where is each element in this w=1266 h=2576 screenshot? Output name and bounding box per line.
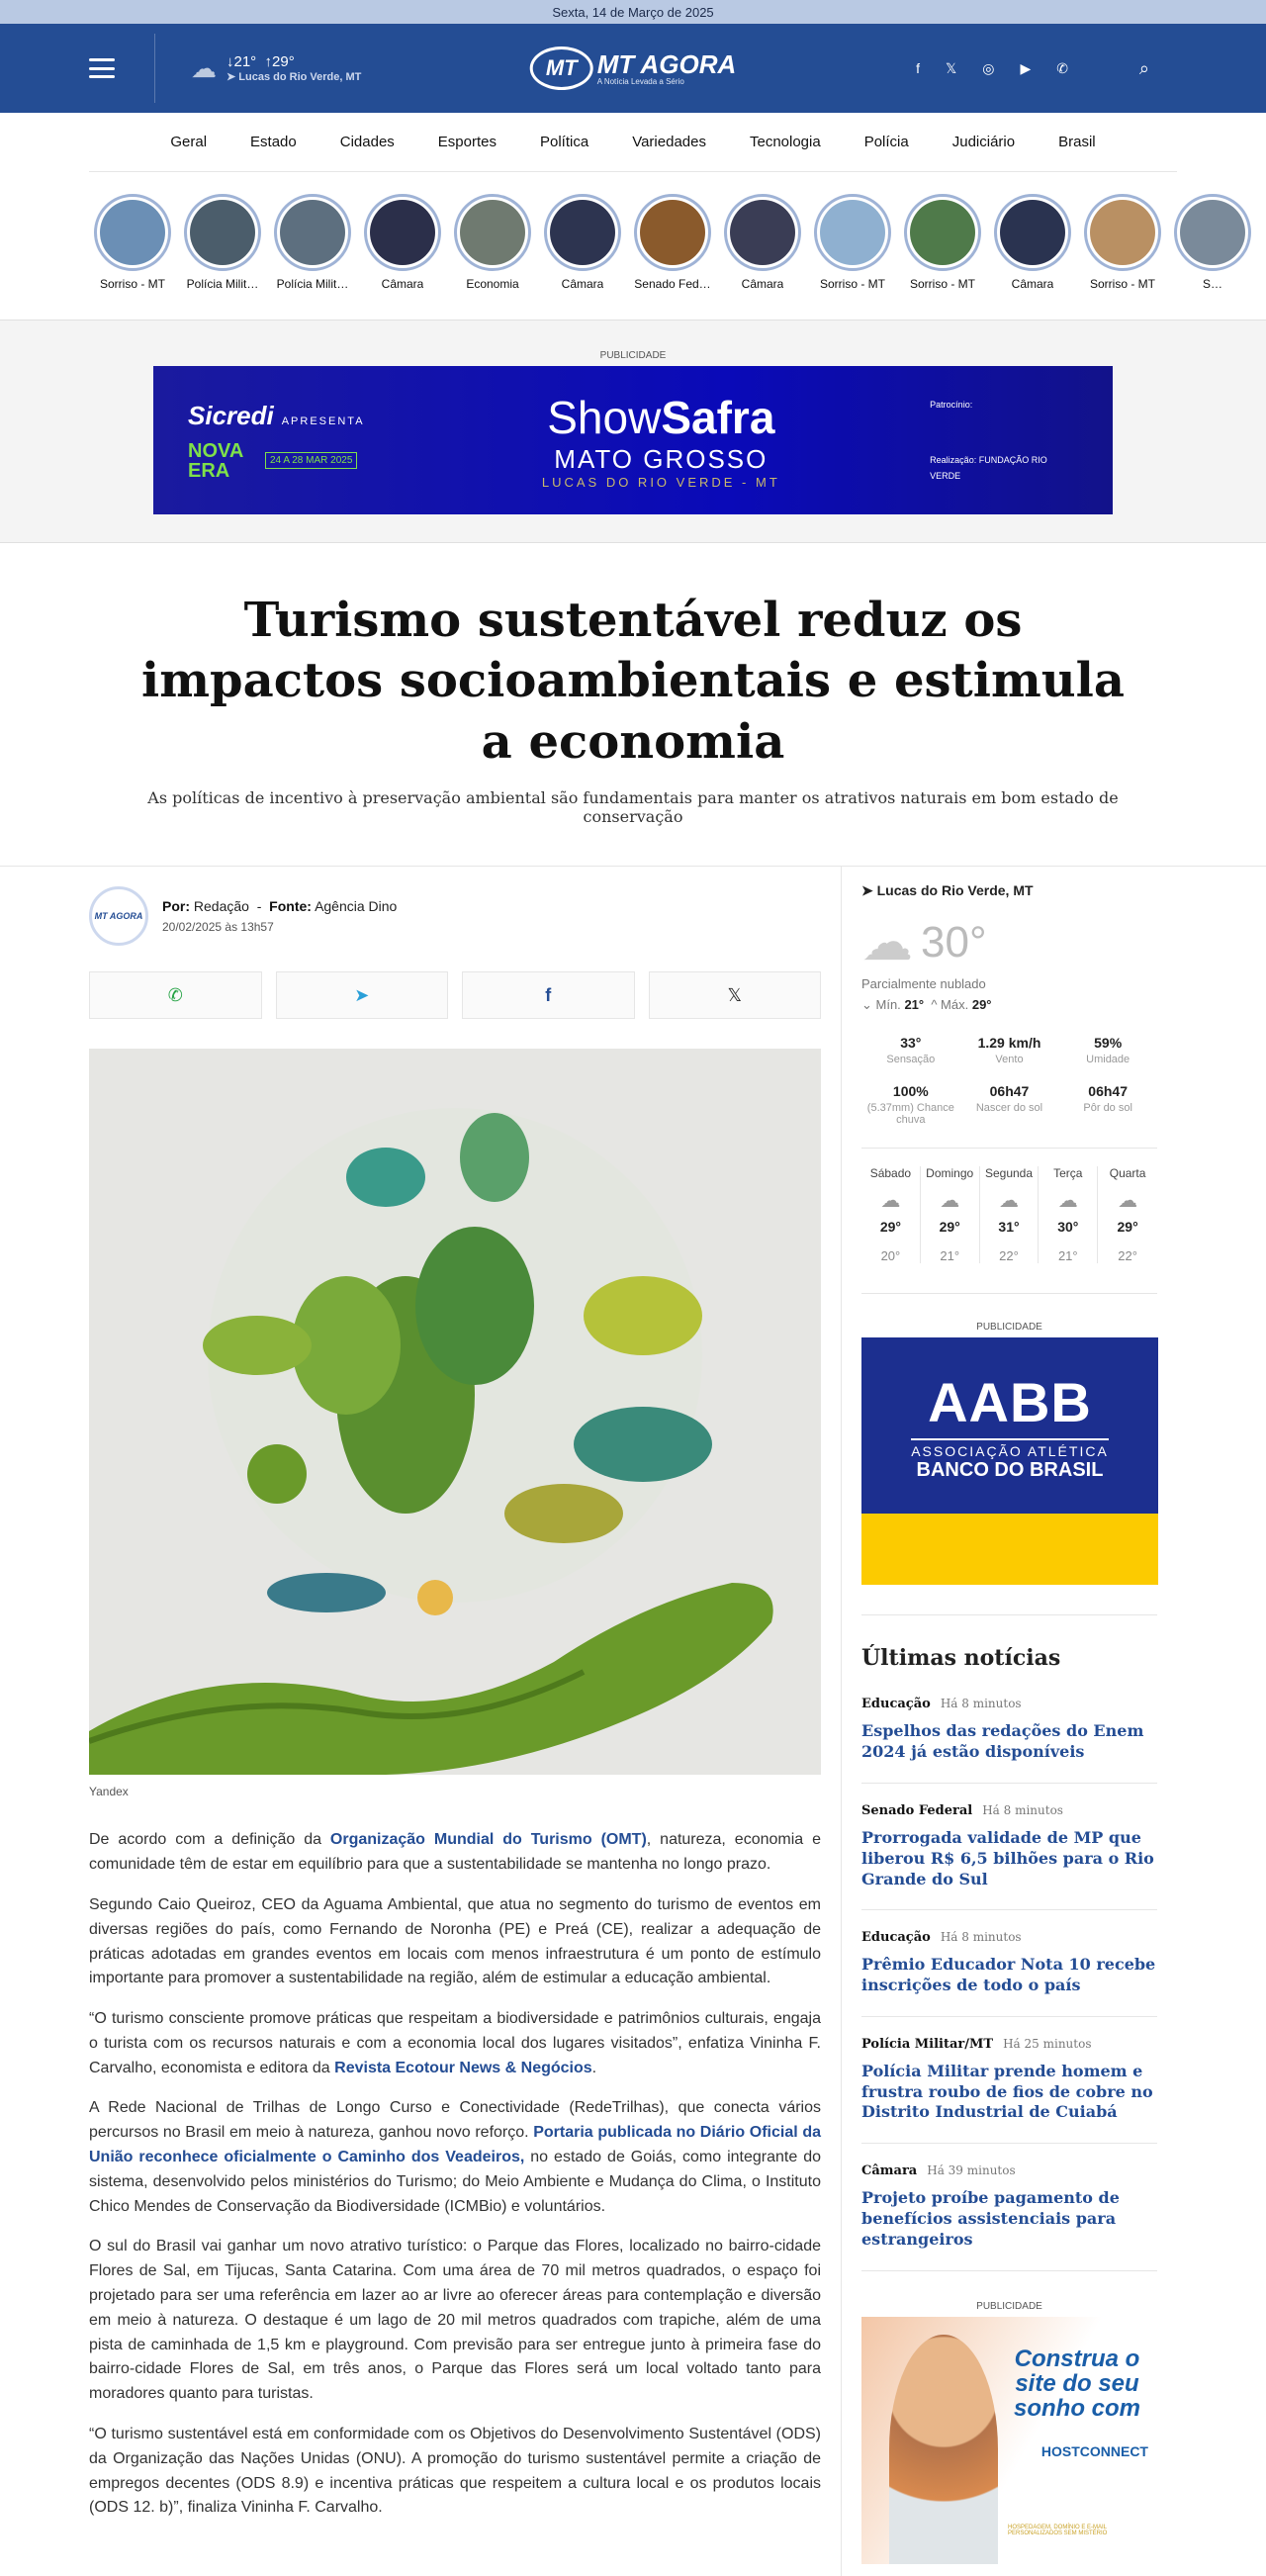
story-ring <box>184 194 261 271</box>
article-date: 20/02/2025 às 13h57 <box>162 920 274 935</box>
aabb-name: AABB <box>928 1370 1092 1433</box>
forecast-day-name: Segunda <box>984 1166 1034 1181</box>
nav-esportes[interactable]: Esportes <box>437 134 497 150</box>
image-credit: Yandex <box>89 1785 129 1799</box>
banner-show: Show <box>547 392 662 443</box>
forecast-low: 22° <box>1118 1248 1137 1264</box>
story-item[interactable] <box>634 194 711 291</box>
forecast-day <box>980 1166 1040 1263</box>
x-icon: 𝕏 <box>727 984 742 1005</box>
news-category-text[interactable]: Câmara <box>861 2163 918 2179</box>
story-label: Sorriso - MT <box>100 277 165 291</box>
aabb-ad[interactable] <box>861 1337 1158 1585</box>
weather-minmax: ⌄ Mín. 21° ^ Máx. 29° <box>861 997 992 1013</box>
stat-wind <box>960 1035 1059 1065</box>
whatsapp-icon: ✆ <box>167 984 183 1005</box>
ad-person-image <box>889 2335 998 2564</box>
stat-humidity <box>1058 1035 1157 1065</box>
author-name: Redação <box>193 898 249 915</box>
paragraph-2: Segundo Caio Queiroz, CEO da Aguama Ambiental, que atua no segmento do turismo de eventos em diversas regiões do país, como Fernando de Noronha (PE) e Preá (CE), realizar a adequação de práticas adotadas em grandes eventos em locais com menos infraestrutura é um ponto de estímulo importante para promover a sustentabilidade na região, além de estimular a educação ambiental. <box>89 1895 821 1987</box>
byline <box>89 886 821 971</box>
story-label: Câmara <box>741 277 784 291</box>
omt-link[interactable]: Organização Mundial do Turismo (OMT) <box>329 1831 647 1849</box>
story-thumbnail <box>820 200 885 265</box>
weather-forecast <box>861 1149 1157 1294</box>
story-ring <box>994 194 1071 271</box>
top-ad-section <box>0 321 1266 543</box>
ad-label: PUBLICIDADE <box>976 2300 1042 2312</box>
forecast-day-name: Quarta <box>1109 1166 1146 1181</box>
rain-cloud-icon: ☁ <box>1118 1190 1138 1213</box>
banner-title <box>451 391 870 444</box>
p4-text-a: A Rede Nacional de Trilhas de Longo Curso e Conectividade (RedeTrilhas), que conecta vários percursos no Brasil em meio à natureza, ganhou novo reforço. <box>89 2099 821 2142</box>
story-ring <box>94 194 171 271</box>
story-ring <box>274 194 351 271</box>
story-ring <box>1174 194 1251 271</box>
sicredi-logo: Sicredi <box>188 400 274 430</box>
nav-cidades[interactable]: Cidades <box>339 134 395 150</box>
youtube-icon[interactable]: ▶ <box>1020 59 1032 76</box>
ad-label: PUBLICIDADE <box>976 1322 1042 1334</box>
min-value: 21° <box>904 997 925 1013</box>
aabb-yellow-band <box>861 1514 1158 1585</box>
header-location: ➤ Lucas do Rio Verde, MT <box>226 71 362 83</box>
rain-cloud-icon: ☁ <box>940 1190 960 1213</box>
weather-description: Parcialmente nublado <box>861 976 986 992</box>
aabb-ad-top <box>861 1337 1158 1514</box>
p3-text-a: “O turismo consciente promove práticas que respeitam a biodiversidade e patrimônios culturais, engaja o turista com os recursos naturais e com a economia local dos lugares visitados”, enfatiza Vininha F. Carvalho, economista e editora da <box>89 2010 821 2076</box>
story-item[interactable] <box>544 194 621 291</box>
share-telegram-button[interactable] <box>276 971 449 1019</box>
story-label: Câmara <box>381 277 424 291</box>
facebook-icon: f <box>545 984 552 1005</box>
stat-label: (5.37mm) Chance chuva <box>866 1102 954 1127</box>
weather-location: ➤ Lucas do Rio Verde, MT <box>861 882 1034 899</box>
story-ring <box>544 194 621 271</box>
news-category <box>861 2163 1157 2178</box>
story-ring <box>904 194 981 271</box>
main-nav <box>89 113 1177 172</box>
forecast-low: 22° <box>999 1248 1019 1264</box>
news-time: Há 8 minutos <box>982 1802 1063 1817</box>
nav-politica[interactable]: Política <box>540 134 589 150</box>
header-temps: ↓21° ↑29° <box>226 53 295 70</box>
story-thumbnail <box>1180 200 1245 265</box>
banner-dates: 24 A 28 MAR 2025 <box>265 452 357 469</box>
forecast-high: 30° <box>1057 1219 1079 1236</box>
news-item <box>861 1930 1157 2017</box>
forecast-low: 21° <box>1057 1248 1078 1264</box>
nav-policia[interactable]: Polícia <box>863 134 909 150</box>
top-date-bar <box>0 0 1266 24</box>
weather-current <box>861 913 1157 972</box>
stat-label: Umidade <box>1086 1054 1130 1066</box>
share-x-button[interactable] <box>649 971 822 1019</box>
cloud-icon: ☁ <box>861 914 913 972</box>
paragraph-5: O sul do Brasil vai ganhar um novo atrativo turístico: o Parque das Flores, localizado no bairro-cidade Flores de Sal, em Tijucas, Santa Catarina. Com uma área de 70 mil metros quadrados, o espaço foi projetado para ser uma referência em lazer ao ar livre ao oferecer áreas para contemplação e diversão em meio à natureza. O destaque é um lago de 20 mil metros quadrados com trapiche, além de uma pista de caminhada de 1,5 km e playground. Com previsão para ser entregue junto à primeira fase do bairro-cidade Flores de Sal, em três anos, o Parque das Flores será um local voltado tanto para moradores quanto para turistas. <box>89 2238 821 2403</box>
article-title: Turismo sustentável reduz os impactos socioambientais e estimula a economia <box>141 593 1125 770</box>
ad-label: PUBLICIDADE <box>599 350 667 361</box>
story-thumbnail <box>1000 200 1065 265</box>
story-ring <box>1084 194 1161 271</box>
story-label: Senado Fed… <box>634 277 711 291</box>
forecast-high: 29° <box>879 1219 901 1236</box>
story-item[interactable] <box>274 194 351 291</box>
story-item[interactable] <box>94 194 171 291</box>
article-column <box>89 867 821 2576</box>
header-divider <box>154 34 155 103</box>
story-thumbnail <box>280 200 345 265</box>
forecast-high: 29° <box>1117 1219 1138 1236</box>
forecast-day-name: Terça <box>1053 1166 1083 1181</box>
latest-news-list <box>861 1697 1157 2270</box>
max-value: 29° <box>971 997 992 1013</box>
weather-temp: 30° <box>921 918 987 967</box>
story-thumbnail <box>100 200 165 265</box>
banner-city: LUCAS DO RIO VERDE - MT <box>541 475 780 490</box>
header-max-temp: 29° <box>272 53 295 70</box>
news-time: Há 8 minutos <box>940 1697 1022 1711</box>
banner-presents: APRESENTA <box>281 414 365 427</box>
stat-label: Nascer do sol <box>975 1102 1043 1115</box>
nav-tecnologia[interactable]: Tecnologia <box>749 134 821 150</box>
logo-text: MT AGORA <box>596 48 737 79</box>
news-category <box>861 1930 1157 1945</box>
news-title-link[interactable]: Polícia Militar prende homem e frustra roubo de fios de cobre no Distrito Industrial de Cuiabá <box>861 2061 1153 2122</box>
forecast-high: 29° <box>939 1219 960 1236</box>
site-header <box>0 24 1266 113</box>
search-icon[interactable]: ⌕ <box>1138 57 1149 78</box>
stat-label: Vento <box>995 1054 1024 1066</box>
story-thumbnail <box>370 200 435 265</box>
stat-label: Pôr do sol <box>1083 1102 1132 1115</box>
banner-realizacao: Realização: <box>930 454 977 465</box>
article-subtitle: As políticas de incentivo à preservação ambiental são fundamentais para manter os atrativos naturais em bom estado de conservação <box>147 788 1119 827</box>
header-weather[interactable] <box>191 53 361 84</box>
hostconnect-cta: Construa o site do seu sonho com <box>1013 2345 1140 2423</box>
story-thumbnail <box>910 200 975 265</box>
x-icon[interactable]: 𝕏 <box>945 59 957 76</box>
story-ring <box>364 194 441 271</box>
weather-location-text: Lucas do Rio Verde, MT <box>876 882 1034 899</box>
stat-value: 06h47 <box>1088 1083 1128 1100</box>
story-label: Polícia Milit… <box>186 277 259 291</box>
story-label: S… <box>1202 277 1222 291</box>
news-category <box>861 1697 1157 1711</box>
stat-value: 100% <box>892 1083 929 1100</box>
telegram-icon: ➤ <box>354 984 370 1005</box>
ecotour-link[interactable]: Revista Ecotour News & Negócios <box>334 2059 592 2076</box>
story-thumbnail <box>460 200 525 265</box>
source-name: Agência Dino <box>315 898 398 915</box>
nav-variedades[interactable]: Variedades <box>632 134 706 150</box>
story-item[interactable] <box>1084 194 1161 291</box>
max-label: Máx. <box>941 997 969 1013</box>
story-item[interactable] <box>184 194 261 291</box>
stories-carousel <box>0 172 1266 321</box>
sidebar <box>841 867 1157 2576</box>
forecast-day-name: Sábado <box>869 1166 912 1181</box>
forecast-day <box>861 1166 921 1263</box>
forecast-low: 21° <box>940 1248 960 1264</box>
forecast-day <box>1039 1166 1098 1263</box>
stat-sunrise <box>960 1083 1059 1126</box>
banner-foundation: FUNDAÇÃO RIO VERDE <box>930 454 1047 482</box>
news-item <box>861 1697 1157 1784</box>
instagram-icon[interactable]: ◎ <box>982 59 995 76</box>
story-label: Economia <box>466 277 519 291</box>
banner-safra: Safra <box>661 392 775 443</box>
news-category-text[interactable]: Senado Federal <box>861 1802 973 1818</box>
stat-value: 06h47 <box>989 1083 1030 1100</box>
latest-news <box>861 1645 1157 2270</box>
news-time: Há 25 minutos <box>1003 2036 1092 2051</box>
story-ring <box>814 194 891 271</box>
story-item[interactable] <box>724 194 801 291</box>
story-item[interactable] <box>904 194 981 291</box>
stat-sunset <box>1058 1083 1157 1126</box>
aabb-line1: ASSOCIAÇÃO ATLÉTICA <box>911 1438 1109 1459</box>
main-content <box>0 867 1266 2576</box>
paragraph-4 <box>89 2096 821 2219</box>
hostconnect-tagline: HOSPEDAGEM, DOMÍNIO E E-MAIL PERSONALIZADOS SEM MISTÉRIO <box>1008 2524 1108 2536</box>
news-title-link[interactable]: Espelhos das redações do Enem 2024 já estão disponíveis <box>861 1721 1144 1762</box>
story-label: Câmara <box>561 277 604 291</box>
aabb-ad-section <box>861 1294 1157 1615</box>
stat-value: 33° <box>900 1035 922 1052</box>
showsafra-banner[interactable] <box>153 366 1113 514</box>
news-item <box>861 2037 1157 2144</box>
story-item[interactable] <box>1174 194 1251 291</box>
news-category-text[interactable]: Polícia Militar/MT <box>861 2036 994 2052</box>
article-hero-image <box>89 1049 821 1775</box>
story-thumbnail <box>730 200 795 265</box>
p4-text-b: no estado de Goiás, como integrante do sistema, desenvolvido pelos ministérios do Turismo; do Meio Ambiente e Mudança do Clima, o Instituto Chico Mendes de Conservação da Biodiversidade (ICMBio) e voluntários. <box>89 2149 822 2215</box>
nav-estado[interactable]: Estado <box>250 134 297 150</box>
forecast-low: 20° <box>880 1248 901 1264</box>
weather-stats <box>861 1035 1157 1149</box>
story-item[interactable] <box>454 194 531 291</box>
news-item <box>861 2163 1157 2270</box>
logo-tagline: A Notícia Levada a Sério <box>596 76 684 86</box>
news-title-link[interactable]: Prorrogada validade de MP que liberou R$ 6,5 bilhões para o Rio Grande do Sul <box>861 1827 1154 1888</box>
source-label: Fonte: <box>269 898 312 915</box>
latest-news-heading: Últimas notícias <box>861 1645 1061 1672</box>
portaria-link[interactable]: Portaria publicada no Diário Oficial da União reconhece oficialmente o Caminho dos Veadeiros, <box>89 2124 821 2166</box>
paragraph-3 <box>89 2007 821 2080</box>
story-label: Câmara <box>1011 277 1054 291</box>
banner-nova-era: NOVA ERA <box>188 439 243 482</box>
p1-text-b: , natureza, economia e comunidade têm de estar em equilíbrio para que a sustentabilidade se mantenha no longo prazo. <box>89 1831 822 1874</box>
author-avatar: MT AGORA <box>89 886 148 946</box>
news-category-text[interactable]: Educação <box>861 1697 931 1712</box>
article-header <box>0 543 1266 867</box>
share-facebook-button[interactable] <box>462 971 635 1019</box>
whatsapp-icon[interactable]: ✆ <box>1056 59 1068 76</box>
share-bar <box>89 971 821 1019</box>
stat-rain <box>861 1083 960 1126</box>
min-label: Mín. <box>875 997 901 1013</box>
aabb-line2: BANCO DO BRASIL <box>916 1458 1104 1481</box>
forecast-day-name: Domingo <box>926 1166 974 1181</box>
by-label: Por: <box>162 898 190 915</box>
author-source: Por: Redação - Fonte: Agência Dino <box>162 898 398 915</box>
p3-text-b: . <box>591 2059 597 2076</box>
news-title-link[interactable]: Projeto proíbe pagamento de benefícios assistenciais para estrangeiros <box>861 2188 1120 2249</box>
story-thumbnail <box>640 200 705 265</box>
nav-judiciario[interactable]: Judiciário <box>951 134 1016 150</box>
header-location-text: Lucas do Rio Verde, MT <box>238 71 362 83</box>
current-date: Sexta, 14 de Março de 2025 <box>552 4 714 20</box>
nav-geral[interactable]: Geral <box>170 134 208 150</box>
paragraph-1 <box>89 1828 821 1878</box>
hostconnect-ad[interactable] <box>861 2317 1158 2564</box>
story-label: Sorriso - MT <box>820 277 885 291</box>
stat-label: Sensação <box>886 1054 936 1066</box>
hostconnect-brand: HOSTCONNECT <box>1040 2442 1148 2459</box>
site-logo[interactable] <box>530 46 737 90</box>
rain-cloud-icon: ☁ <box>998 1190 1019 1213</box>
banner-state: MATO GROSSO <box>554 444 769 474</box>
story-thumbnail <box>1090 200 1155 265</box>
logo-mark: MT <box>530 46 593 90</box>
stat-value: 59% <box>1094 1035 1123 1052</box>
stat-value: 1.29 km/h <box>977 1035 1041 1052</box>
rain-cloud-icon: ☁ <box>880 1190 901 1213</box>
news-category <box>861 2037 1157 2052</box>
news-category <box>861 1803 1157 1818</box>
social-links <box>916 60 1068 77</box>
story-item[interactable] <box>814 194 891 291</box>
eco-hand-illustration <box>89 1049 821 1775</box>
stat-feels-like <box>861 1035 960 1065</box>
paragraph-6: “O turismo sustentável está em conformidade com os Objetivos do Desenvolvimento Sustentável (ODS) da Organização das Nações Unidas (ONU). A promoção do turismo sustentável permite a criação de empregos decentes (ODS 8.9) e incentiva práticas que respeitem a cultura local e os produtos locais (ODS 12. b)”, finaliza Vininha F. Carvalho. <box>89 2426 821 2517</box>
story-thumbnail <box>550 200 615 265</box>
news-item <box>861 1803 1157 1910</box>
forecast-day <box>1098 1166 1157 1263</box>
news-title-link[interactable]: Prêmio Educador Nota 10 recebe inscrições de todo o país <box>861 1955 1156 1995</box>
menu-icon[interactable] <box>89 58 115 78</box>
banner-sponsors: Patrocínio: <box>930 399 973 410</box>
story-thumbnail <box>190 200 255 265</box>
news-time: Há 39 minutos <box>927 2163 1016 2178</box>
article-body <box>89 1828 821 2521</box>
story-label: Sorriso - MT <box>910 277 975 291</box>
rain-cloud-icon: ☁ <box>1057 1190 1078 1213</box>
bottom-spacer <box>89 2536 821 2576</box>
story-label: Sorriso - MT <box>1090 277 1155 291</box>
header-min-temp: 21° <box>233 53 257 70</box>
story-label: Polícia Milit… <box>276 277 349 291</box>
cloud-icon: ☁ <box>191 52 217 83</box>
hostconnect-ad-section <box>861 2291 1157 2574</box>
news-time: Há 8 minutos <box>940 1930 1022 1945</box>
story-ring <box>454 194 531 271</box>
nav-brasil[interactable]: Brasil <box>1058 134 1096 150</box>
news-category-text[interactable]: Educação <box>861 1930 931 1946</box>
share-whatsapp-button[interactable] <box>89 971 262 1019</box>
p1-text-a: De acordo com a definição da <box>89 1831 330 1849</box>
story-ring <box>634 194 711 271</box>
forecast-high: 31° <box>998 1219 1020 1236</box>
facebook-icon[interactable]: f <box>916 59 920 76</box>
story-item[interactable] <box>364 194 441 291</box>
forecast-day <box>921 1166 980 1263</box>
story-ring <box>724 194 801 271</box>
story-item[interactable] <box>994 194 1071 291</box>
